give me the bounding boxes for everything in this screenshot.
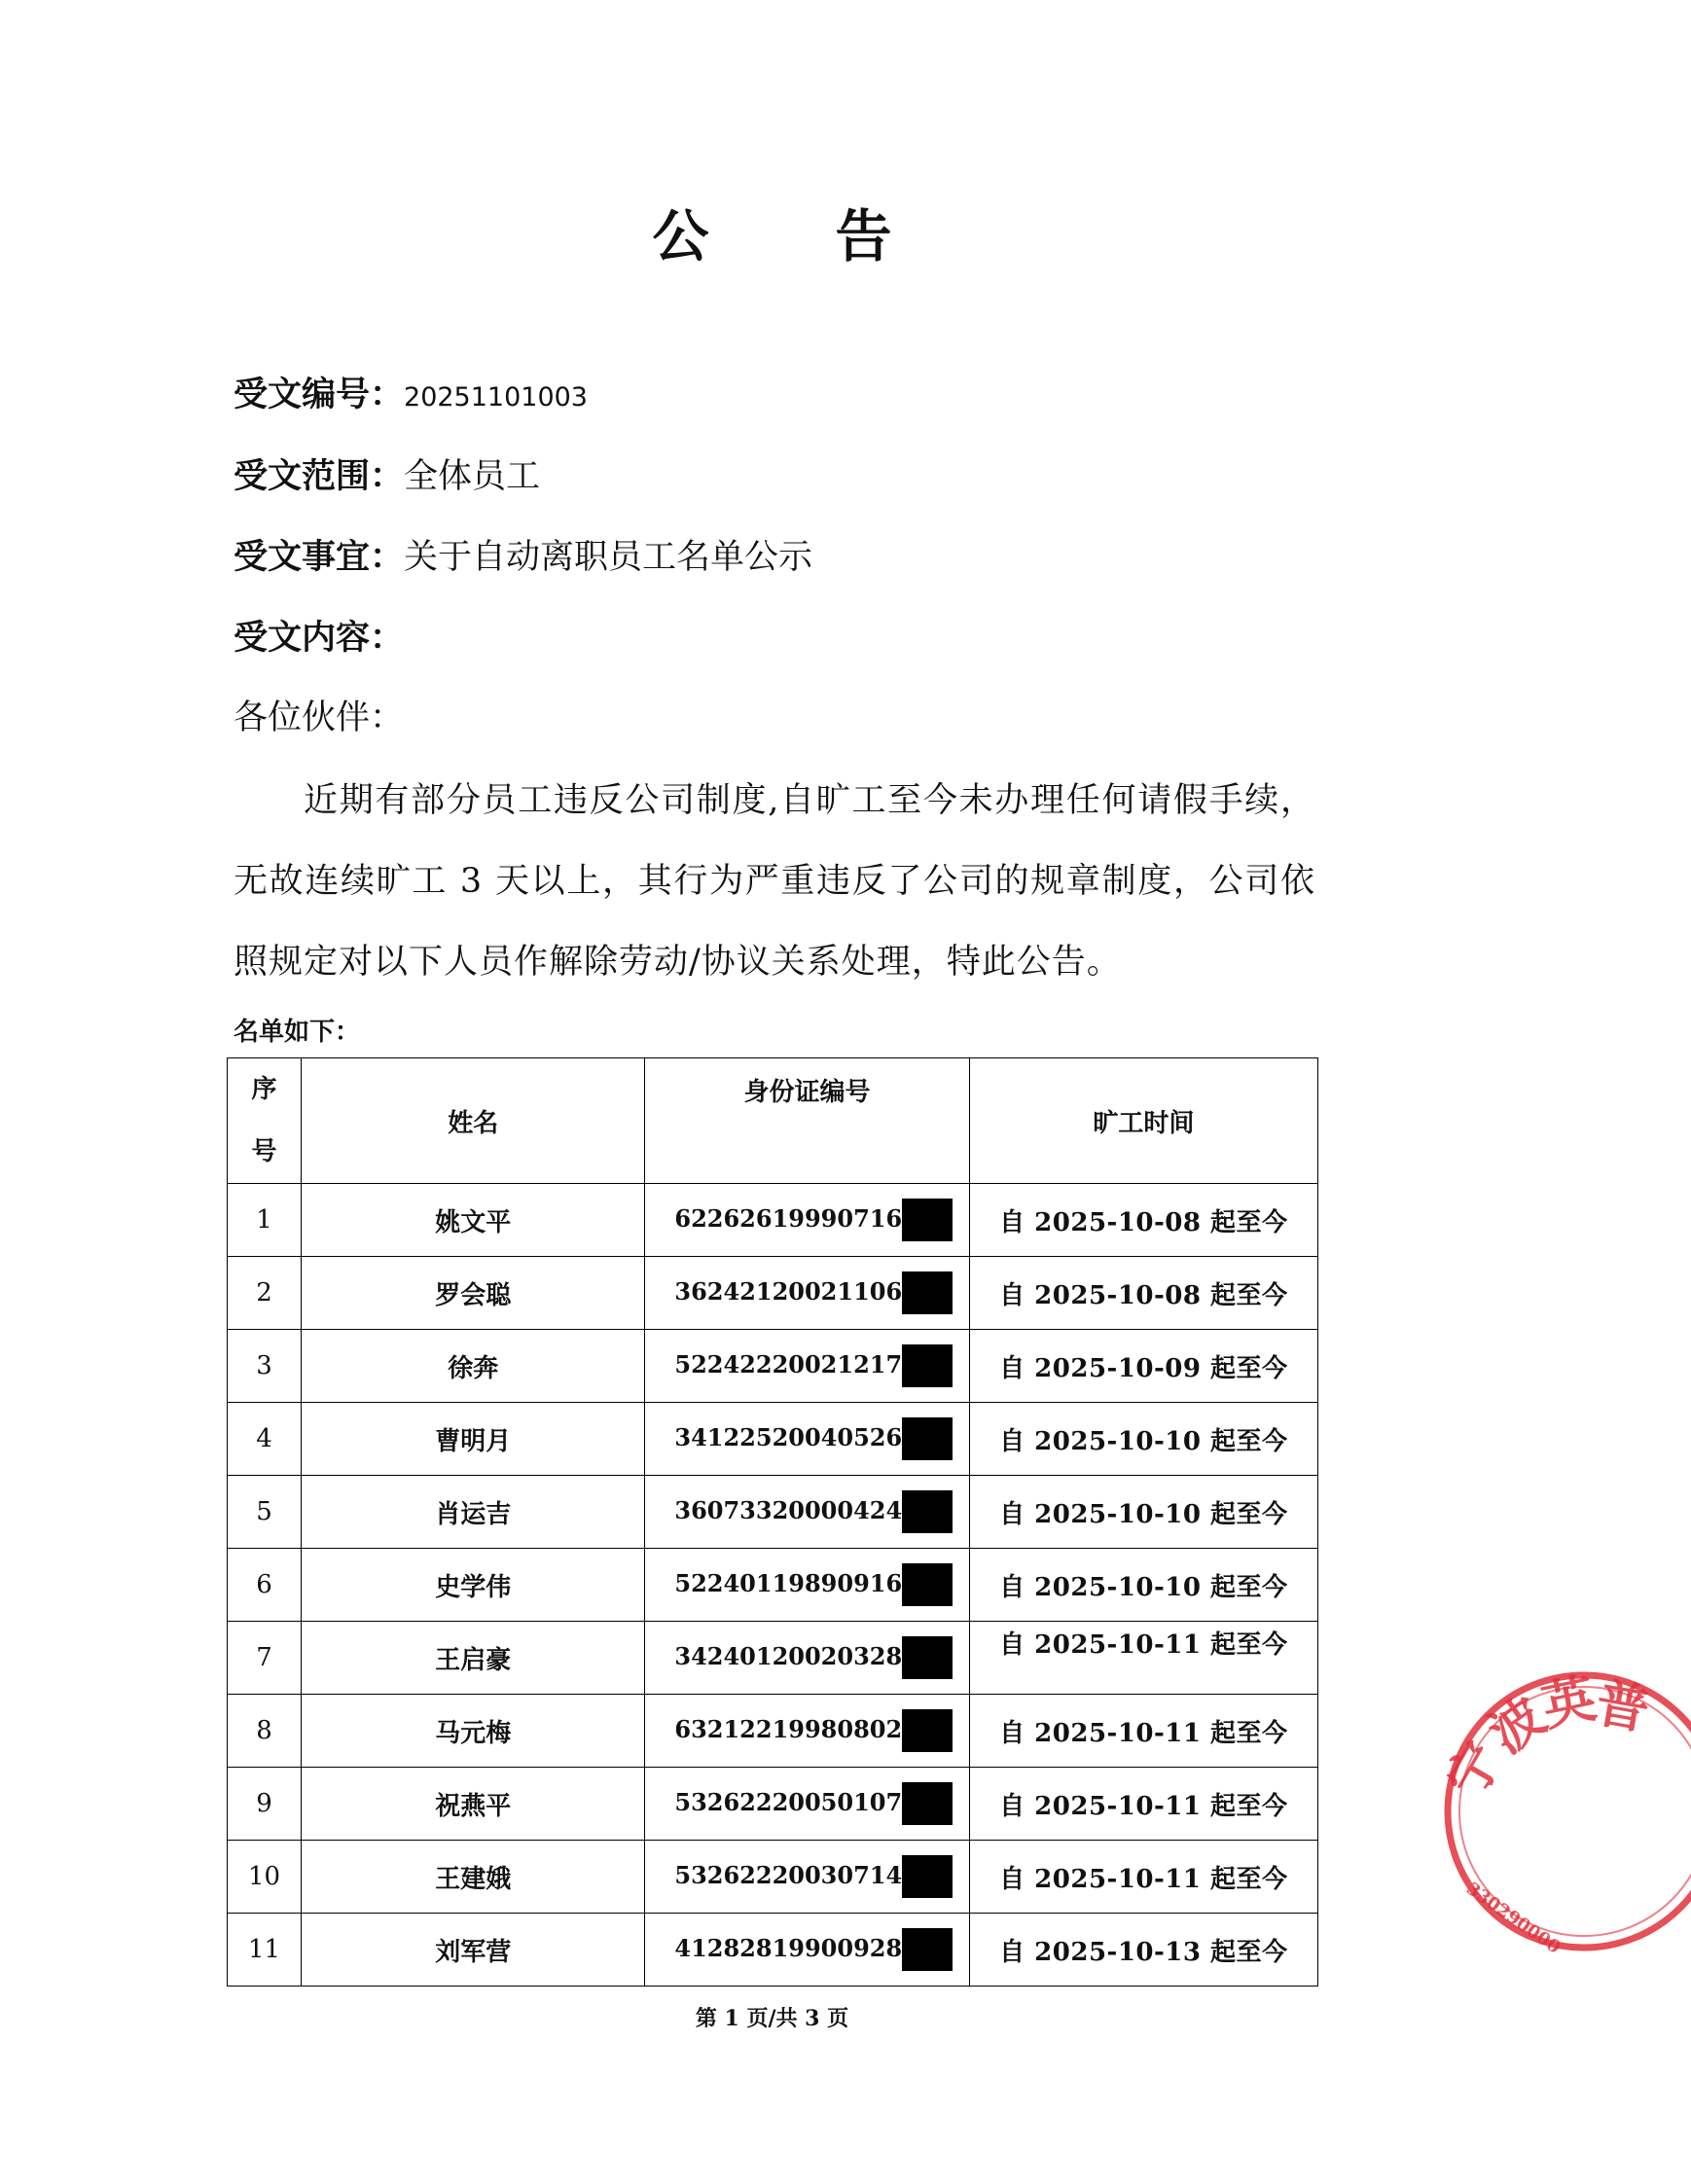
redaction-box — [902, 1563, 953, 1606]
table-row — [228, 1768, 1318, 1841]
subject-label: 受文事宜： — [234, 537, 405, 577]
id-number: 36073320000424 — [674, 1496, 903, 1524]
cell-seq: 2 — [228, 1257, 302, 1330]
cell-seq: 1 — [228, 1184, 302, 1257]
cell-name: 王建娥 — [302, 1841, 645, 1914]
cell-id — [645, 1622, 969, 1695]
id-number: 62262619990716 — [674, 1204, 903, 1233]
scope-line — [234, 449, 540, 498]
absent-text: 自 2025-10-08 起至今 — [999, 1207, 1288, 1237]
seal-char-4: 普 — [1591, 1670, 1655, 1742]
cell-name: 王启豪 — [302, 1622, 645, 1695]
table-row — [228, 1841, 1318, 1914]
table-row — [228, 1257, 1318, 1330]
redaction-box — [902, 1636, 953, 1679]
cell-absent — [969, 1257, 1317, 1330]
cell-absent — [969, 1403, 1317, 1476]
cell-name: 罗会聪 — [302, 1257, 645, 1330]
cell-id — [645, 1257, 969, 1330]
redaction-box — [902, 1199, 953, 1241]
scope-label: 受文范围： — [234, 456, 405, 496]
company-seal — [1433, 1665, 1691, 1977]
absent-text: 自 2025-10-11 起至今 — [999, 1718, 1288, 1748]
cell-absent — [969, 1622, 1317, 1695]
cell-id — [645, 1403, 969, 1476]
redaction-box — [902, 1855, 953, 1898]
list-intro: 名单如下： — [234, 1018, 361, 1047]
doc-number-label: 受文编号： — [234, 375, 405, 414]
cell-id — [645, 1184, 969, 1257]
cell-name: 曹明月 — [302, 1403, 645, 1476]
cell-seq: 3 — [228, 1330, 302, 1403]
subject-line — [234, 530, 812, 579]
employee-table — [227, 1057, 1318, 1987]
cell-absent — [969, 1841, 1317, 1914]
cell-seq: 8 — [228, 1695, 302, 1768]
body-paragraph: 近期有部分员工违反公司制度,自旷工至今未办理任何请假手续，无故连续旷工 3 天以上，其行为严重违反了公司的规章制度，公司依照规定对以下人员作解除劳动/协议关系处理，特此公告。 — [234, 781, 1315, 982]
redaction-box — [902, 1344, 953, 1387]
absent-text: 自 2025-10-09 起至今 — [999, 1353, 1288, 1383]
absent-text: 自 2025-10-13 起至今 — [999, 1937, 1288, 1967]
cell-name: 马元梅 — [302, 1695, 645, 1768]
seal-number: 330290000 — [1462, 1878, 1565, 1958]
cell-name: 刘军营 — [302, 1914, 645, 1987]
absent-text: 自 2025-10-11 起至今 — [999, 1791, 1288, 1821]
absent-text: 自 2025-10-10 起至今 — [999, 1426, 1288, 1456]
absent-text: 自 2025-10-10 起至今 — [999, 1572, 1288, 1602]
salutation: 各位伙伴： — [234, 698, 405, 737]
cell-seq: 6 — [228, 1549, 302, 1622]
scope-value: 全体员工 — [404, 457, 541, 496]
cell-absent — [969, 1330, 1317, 1403]
cell-absent — [969, 1695, 1317, 1768]
cell-seq: 10 — [228, 1841, 302, 1914]
cell-seq: 4 — [228, 1403, 302, 1476]
header-absent: 旷工时间 — [969, 1058, 1317, 1184]
header-seq-line1: 序 — [251, 1075, 277, 1104]
seal-char-1: 宁 — [1433, 1731, 1515, 1808]
cell-id — [645, 1549, 969, 1622]
cell-id — [645, 1476, 969, 1549]
table-row — [228, 1622, 1318, 1695]
id-number: 53262220030714 — [674, 1861, 903, 1889]
header-name: 姓名 — [302, 1058, 645, 1184]
cell-seq: 9 — [228, 1768, 302, 1841]
cell-absent — [969, 1184, 1317, 1257]
id-number: 53262220050107 — [674, 1788, 903, 1816]
redaction-box — [902, 1490, 953, 1533]
cell-seq: 11 — [228, 1914, 302, 1987]
header-seq-line2: 号 — [251, 1137, 277, 1166]
cell-id — [645, 1768, 969, 1841]
table-row — [228, 1330, 1318, 1403]
cell-name: 祝燕平 — [302, 1768, 645, 1841]
redaction-box — [902, 1709, 953, 1752]
cell-seq: 5 — [228, 1476, 302, 1549]
cell-absent — [969, 1476, 1317, 1549]
cell-absent — [969, 1914, 1317, 1987]
header-id: 身份证编号 — [743, 1078, 871, 1107]
header-id-cell — [645, 1058, 969, 1184]
redaction-box — [902, 1782, 953, 1825]
absent-text: 自 2025-10-11 起至今 — [999, 1629, 1288, 1660]
doc-number-line — [234, 368, 588, 416]
id-number: 41282819900928 — [674, 1934, 903, 1962]
id-number: 34122520040526 — [674, 1423, 903, 1451]
id-number: 63212219980802 — [674, 1715, 903, 1743]
table-row — [228, 1476, 1318, 1549]
content-label: 受文内容： — [234, 618, 405, 658]
table-row — [228, 1549, 1318, 1622]
cell-name: 徐奔 — [302, 1330, 645, 1403]
cell-name: 肖运吉 — [302, 1476, 645, 1549]
redaction-box — [902, 1928, 953, 1971]
absent-text: 自 2025-10-08 起至今 — [999, 1280, 1288, 1310]
cell-absent — [969, 1768, 1317, 1841]
cell-name: 姚文平 — [302, 1184, 645, 1257]
id-number: 52242220021217 — [674, 1350, 903, 1378]
redaction-box — [902, 1271, 953, 1314]
id-number: 52240119890916 — [674, 1569, 903, 1597]
id-number: 36242120021106 — [674, 1277, 903, 1306]
seal-char-3: 英 — [1536, 1665, 1601, 1738]
cell-id — [645, 1841, 969, 1914]
doc-number-value: 20251101003 — [404, 382, 588, 412]
absent-text: 自 2025-10-11 起至今 — [999, 1864, 1288, 1894]
absent-text: 自 2025-10-10 起至今 — [999, 1499, 1288, 1529]
page-title: 公 告 — [652, 203, 927, 269]
content-line — [234, 611, 404, 660]
table-header-row — [228, 1058, 1318, 1184]
cell-absent — [969, 1549, 1317, 1622]
cell-name: 史学伟 — [302, 1549, 645, 1622]
table-row — [228, 1403, 1318, 1476]
id-number: 34240120020328 — [674, 1642, 903, 1670]
cell-id — [645, 1330, 969, 1403]
table-row — [228, 1184, 1318, 1257]
page-footer: 第 1 页/共 3 页 — [695, 2006, 849, 2031]
header-seq — [228, 1058, 302, 1184]
seal-char-2: 波 — [1477, 1684, 1557, 1766]
redaction-box — [902, 1417, 953, 1460]
cell-id — [645, 1695, 969, 1768]
cell-seq: 7 — [228, 1622, 302, 1695]
subject-value: 关于自动离职员工名单公示 — [404, 538, 813, 577]
table-row — [228, 1695, 1318, 1768]
cell-id — [645, 1914, 969, 1987]
table-row — [228, 1914, 1318, 1987]
